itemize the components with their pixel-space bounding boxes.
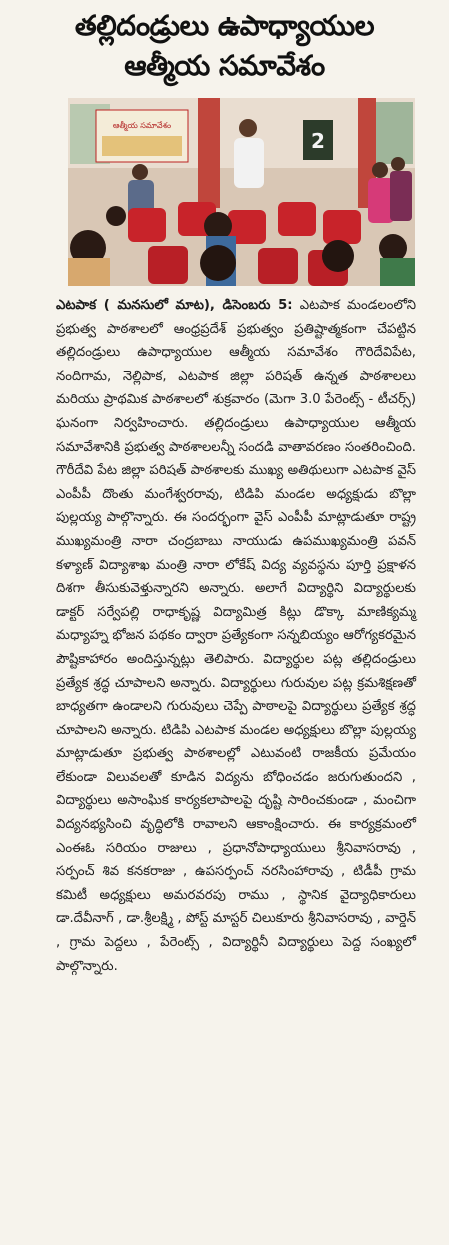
pillar-left [198,98,220,208]
audience-head [322,240,354,272]
audience-head [106,206,126,226]
speaker-head [239,119,257,137]
audience-body [68,258,110,286]
guest-head [132,164,148,180]
meeting-photo [68,98,415,286]
headline-line-2: ఆత్మీయ సమావేశం [124,49,325,82]
guest-head [391,157,405,171]
chair [323,210,361,244]
chair [278,202,316,236]
chair [258,248,298,284]
headline [0,6,449,86]
audience-body [380,258,415,286]
speaker-body [234,138,264,188]
dateline: ఎటపాక ( మనసులో మాట), డిసెంబరు 5: [56,298,293,313]
banner-image [102,136,182,156]
audience-head [379,234,407,262]
guest-body [390,171,412,221]
chair [128,208,166,242]
audience-head [204,212,232,240]
headline-line-1: తల్లిదండ్రులు ఉపాధ్యాయుల [74,9,375,42]
chair [148,246,188,284]
guest-head [372,162,388,178]
article-paragraph [56,294,416,978]
article-text: ఎటపాక మండలంలోని ప్రభుత్వ పాఠశాలలో ఆంధ్రప్రదేశ్ ప్రభుత్వం ప్రతిష్టాత్మకంగా చేపట్టిన తల్లిదండ్రులు ఉపాధ్యాయుల ఆత్మీయ సమావేశం గౌరిదేవిపేట, నందిగామ, నెల్లిపాక, ఎటపాక జిల్లా పరిషత్ ఉన్నత పాఠశాలలు మరియు ప్రాథమిక పాఠశాలలో శుక్రవారం (మెగా 3.0 పేరెంట్స్ - టీచర్స్) ఘనంగా నిర్వహించారు. తల్లిదండ్రులు ఉపాధ్యాయుల ఆత్మీయ సమావేశానికి ప్రభుత్వ పాఠశాలలన్నీ సందడి వాతావరణం సంతరించింది. గౌరీదేవి పేట జిల్లా పరిషత్ పాఠశాలకు ముఖ్య అతిథులుగా ఎటపాక వైస్ ఎంపీపీ దొంతు మంగేశ్వరరావు, టిడిపి మండల అధ్యక్షుడు బొల్లా పుల్లయ్య పాల్గొన్నారు. ఈ సందర్భంగా వైస్ ఎంపీపీ మాట్లాడుతూ రాష్ట్ర ముఖ్యమంత్రి నారా చంద్రబాబు నాయుడు ఉపముఖ్యమంత్రి పవన్ కళ్యాణ్ విద్యాశాఖ మంత్రి నారా లోకేష్ విద్య వ్యవస్థను పూర్తి ప్రక్షాళన దిశగా తీసుకువెళ్తున్నారని అన్నారు. అలాగే విద్యార్థిని విద్యార్థులకు డాక్టర్ సర్వేపల్లి రాధాకృష్ణ విద్యామిత్ర కిట్లు డొక్కా మాణిక్యమ్మ మధ్యాహ్న భోజన పథకం ద్వారా ప్రత్యేకంగా సన్నబియ్యం ఆరోగ్యకరమైన పౌష్టికాహారం అందిస్తున్నట్లు తెలిపారు. విద్యార్థుల పట్ల తల్లిదండ్రులు ప్రత్యేక శ్రద్ధ చూపాలని అన్నారు. విద్యార్థులు గురువుల పట్ల క్రమశిక్షణతో బాధ్యతగా ఉండాలని గురువులు చెప్పే పాఠాలపై విద్యార్థులు ప్రత్యేక శ్రద్ధ చూపాలని అన్నారు. టిడిపి ఎటపాక మండల అధ్యక్షులు బొల్లా పుల్లయ్య మాట్లాడుతూ ప్రభుత్వ పాఠశాలల్లో ఎటువంటి రాజకీయ ప్రమేయం లేకుండా విలువలతో కూడిన విద్యను బోధించడం జరుగుతుందని , విద్యార్థులు అసాంఘిక కార్యకలాపాలపై దృష్టి సారించకుండా , మంచిగా విద్యనభ్యసించి వృద్ధిలోకి రావాలని ఆకాంక్షించారు. ఈ కార్యక్రమంలో ఎంఈఓ సరియం రాజులు , ప్రధానోపాధ్యాయులు శ్రీనివాసరావు , సర్పంచ్ శివ కనకరాజు , ఉపసర్పంచ్ నరసింహారావు , టిడీపీ గ్రామ కమిటీ అధ్యక్షులు అమరవరపు రాము , స్థానిక వైద్యాధికారులు డా.దేవీనాగ్ , డా.శ్రీలక్ష్మి , పోస్ట్ మాస్టర్ చిలుకూరు శ్రీనివాసరావు , వార్డెన్ , గ్రామ పెద్దలు , పేరెంట్స్ , విద్యార్థినీ విద్యార్థులు పెద్ద సంఖ్యలో పాల్గొన్నారు. [56,298,416,974]
article-body [56,294,416,978]
news-photo [68,98,415,286]
banner-text: ఆత్మీయ సమావేశం [112,121,172,130]
audience-head [200,245,236,281]
board-number: 2 [311,129,325,153]
